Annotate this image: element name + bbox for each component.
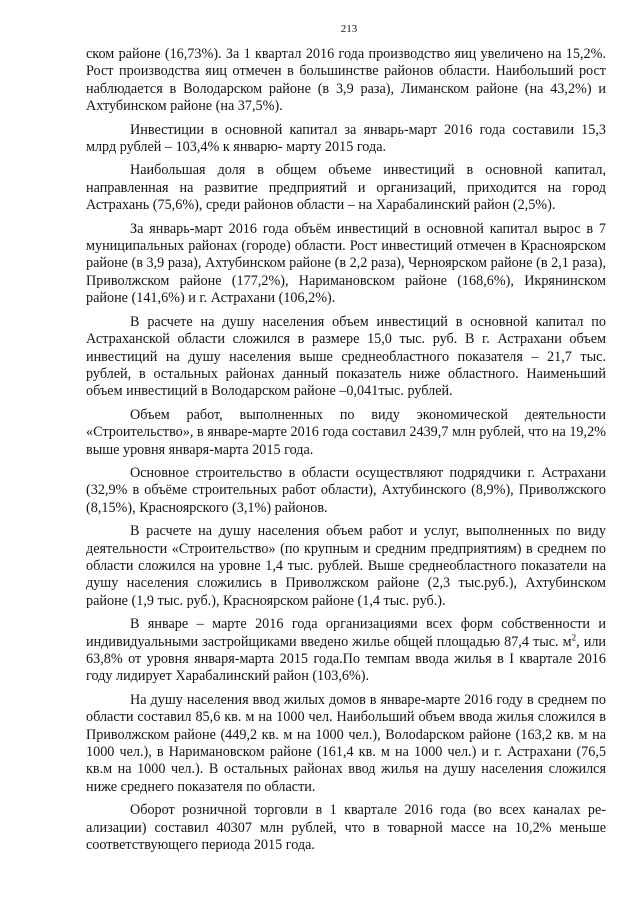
paragraph-housing-commissioning [86,616,606,686]
paragraph-retail-turnover: Оборот розничной торговли в 1 квартале 2016 года (во всех каналах реализации) составил 40307 млн рублей, что в товарной массе на 10,2% меньше соответствующего периода 2015 года. [86,802,606,854]
paragraph-egg-production: ском районе (16,73%). За 1 квартал 2016 года производство яиц увеличено на 15,2%. Рост производства яиц отмечен в большинстве районов области. Наибольший рост наблюдается в Володарском районе (в 3,9 раза), Лиманском районе (на 43,2%) и Ахтубинском районе (на 37,5%). [86,46,606,115]
housing-text-after: , или 63,8% от уровня января-марта 2015 года.По темпам ввода жилья в I квартале 2016 году лидирует Харабалинский район (103,6%). [86,633,606,685]
paragraph-construction-per-capita: В расчете на душу населения объем работ и услуг, выполненных по виду деятельности «Строительство» (по крупным и средним предприятиям) в среднем по области сложился на уровне 1,4 тыс. рублей. Выше среднеобластного показатели на душу населения сложились в Приволжском районе (2,3 тыс.руб.), Ахтубинском районе (1,9 тыс. руб.), Красноярском районе (1,4 тыс. руб.). [86,523,606,609]
paragraph-investment-share: Наибольшая доля в общем объеме инвестиций в основной капитал, направленная на развитие предприятий и организаций, приходится на город Астрахань (75,6%), среди районов области – на Харабалинский район (2,5%). [86,162,606,214]
square-meter-superscript: 2 [571,631,577,642]
document-page [86,22,606,860]
paragraph-construction-contractors: Основное строительство в области осуществляют подрядчики г. Астрахани (32,9% в объёме строительных работ области), Ахтубинского (8,9%), Приволжского (8,15%), Красноярского (3,1%) районов. [86,464,606,516]
paragraph-housing-per-capita: На душу населения ввод жилых домов в январе-марте 2016 году в среднем по области составил 85,6 кв. м на 1000 чел. Наибольший объем ввода жилья сложился в Приволжском районе (449,2 кв. м на 1000 чел.), Волоdарском районе (163,2 кв. м на 1000 чел.), в Наримановском районе (161,4 кв. м на 1000 чел.) и г. Астрахани (76,5 кв.м на 1000 чел.). В остальных районах ввод жилья на душу населения сложился ниже среднего показателя по области. [86,691,606,795]
paragraph-investment-growth: За январь-март 2016 года объём инвестиций в основной капитал вырос в 7 муниципальных районах (городе) области. Рост инвестиций отмечен в Красноярском районе (в 3,9 раза), Ахтубинском районе (в 2,2 раза), Черноярском районе (в 2,1 раза), Приволжском районе (177,2%), Наримановском районе (168,6%), Икрянинском районе (141,6%) и г. Астрахани (106,2%). [86,220,606,307]
paragraph-construction-volume: Объем работ, выполненных по виду экономической деятельности «Строительство», в январе-марте 2016 года составил 2439,7 млн рублей, что на 19,2% выше уровня января-марта 2015 года. [86,406,606,458]
paragraph-investment-total: Инвестиции в основной капитал за январь-март 2016 года составили 15,3 млрд рублей – 103,4% к январю- марту 2015 года. [86,121,606,156]
paragraph-investment-per-capita: В расчете на душу населения объем инвестиций в основной капитал по Астраханской области сложился в размере 15,0 тыс. руб. В г. Астрахани объем инвестиций на душу населения выше среднеобластного показателя – 21,7 тыс. рублей, в остальных районах данный показатель ниже областного. Наименьший объем инвестиций в Володарском районе –0,041тыс. рублей. [86,313,606,400]
housing-text-before: В январе – марте 2016 года организациями всех форм собственности и индивидуальными застройщиками введено жилье общей площадью 87,4 тыс. м [86,616,606,650]
page-number: 213 [340,23,358,35]
